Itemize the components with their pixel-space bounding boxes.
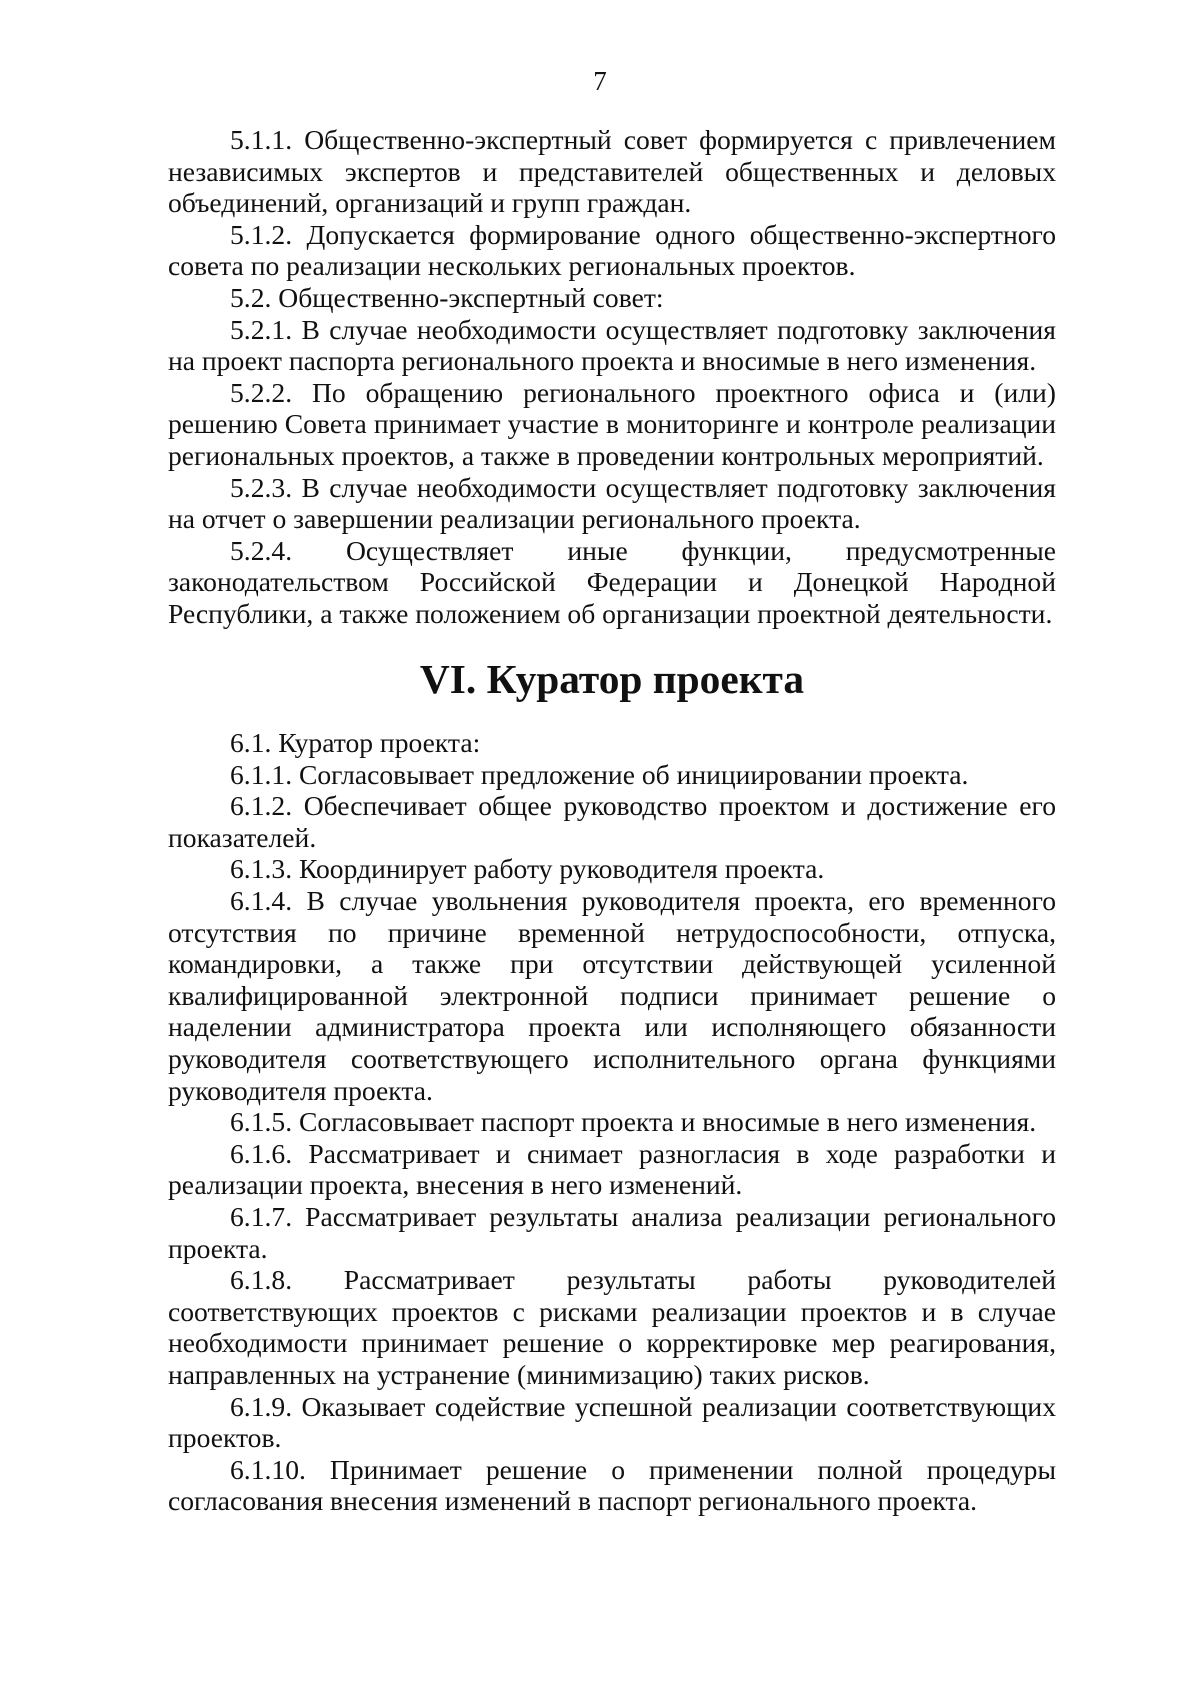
paragraph-5-1-1: 5.1.1. Общественно-экспертный совет формируется с привлечением независимых экспертов и представителей общественных и деловых объединений, организаций и групп граждан. <box>168 124 1056 219</box>
section-heading-curator: VI. Куратор проекта <box>419 655 805 702</box>
paragraph-6-1-9: 6.1.9. Оказывает содействие успешной реализации соответствующих проектов. <box>168 1390 1056 1454</box>
paragraph-6-1-10: 6.1.10. Принимает решение о применении полной процедуры согласования внесения изменений в паспорт регионального проекта. <box>168 1453 1056 1517</box>
paragraph-6-1-8: 6.1.8. Рассматривает результаты работы руководителей соответствующих проектов с рисками реализации проектов и в случае необходимости принимает решение о корректировке мер реагирования, направленных на устранение (минимизацию) таких рисков. <box>168 1264 1056 1390</box>
paragraph-6-1-6: 6.1.6. Рассматривает и снимает разногласия в ходе разработки и реализации проекта, внесения в него изменений. <box>168 1137 1056 1201</box>
paragraph-6-1-4: 6.1.4. В случае увольнения руководителя проекта, его временного отсутствия по причине временной нетрудоспособности, отпуска, командировки, а также при отсутствии действующей усиленной квалифицированной электронной подписи принимает решение о наделении администратора проекта или исполняющего обязанности руководителя соответствующего исполнительного органа функциями руководителя проекта. <box>168 885 1056 1106</box>
paragraph-6-1-2: 6.1.2. Обеспечивает общее руководство проектом и достижение его показателей. <box>168 790 1056 853</box>
paragraph-5-2: 5.2. Общественно-экспертный совет: <box>230 281 664 313</box>
paragraph-5-1-2: 5.1.2. Допускается формирование одного общественно-экспертного совета по реализации нескольких региональных проектов. <box>168 218 1056 282</box>
paragraph-6-1-5: 6.1.5. Согласовывает паспорт проекта и вносимые в него изменения. <box>230 1106 1037 1138</box>
paragraph-6-1-3: 6.1.3. Координирует работу руководителя проекта. <box>230 853 825 885</box>
paragraph-5-2-2: 5.2.2. По обращению регионального проектного офиса и (или) решению Совета принимает участие в мониторинге и контроле реализации региональных проектов, а также в проведении контрольных мероприятий. <box>168 376 1056 471</box>
paragraph-6-1-1: 6.1.1. Согласовывает предложение об инициировании проекта. <box>230 758 969 790</box>
paragraph-6-1: 6.1. Куратор проекта: <box>230 727 481 759</box>
page-number: 7 <box>593 66 607 96</box>
paragraph-6-1-7: 6.1.7. Рассматривает результаты анализа реализации регионального проекта. <box>168 1201 1056 1264</box>
paragraph-5-2-3: 5.2.3. В случае необходимости осуществляет подготовку заключения на отчет о завершении реализации регионального проекта. <box>168 471 1056 535</box>
document-body <box>168 124 1056 1517</box>
paragraph-5-2-4: 5.2.4. Осуществляет иные функции, предусмотренные законодательством Российской Федерации и Донецкой Народной Республики, а также положением об организации проектной деятельности. <box>168 534 1056 629</box>
paragraph-5-2-1: 5.2.1. В случае необходимости осуществляет подготовку заключения на проект паспорта регионального проекта и вносимые в него изменения. <box>168 313 1056 377</box>
